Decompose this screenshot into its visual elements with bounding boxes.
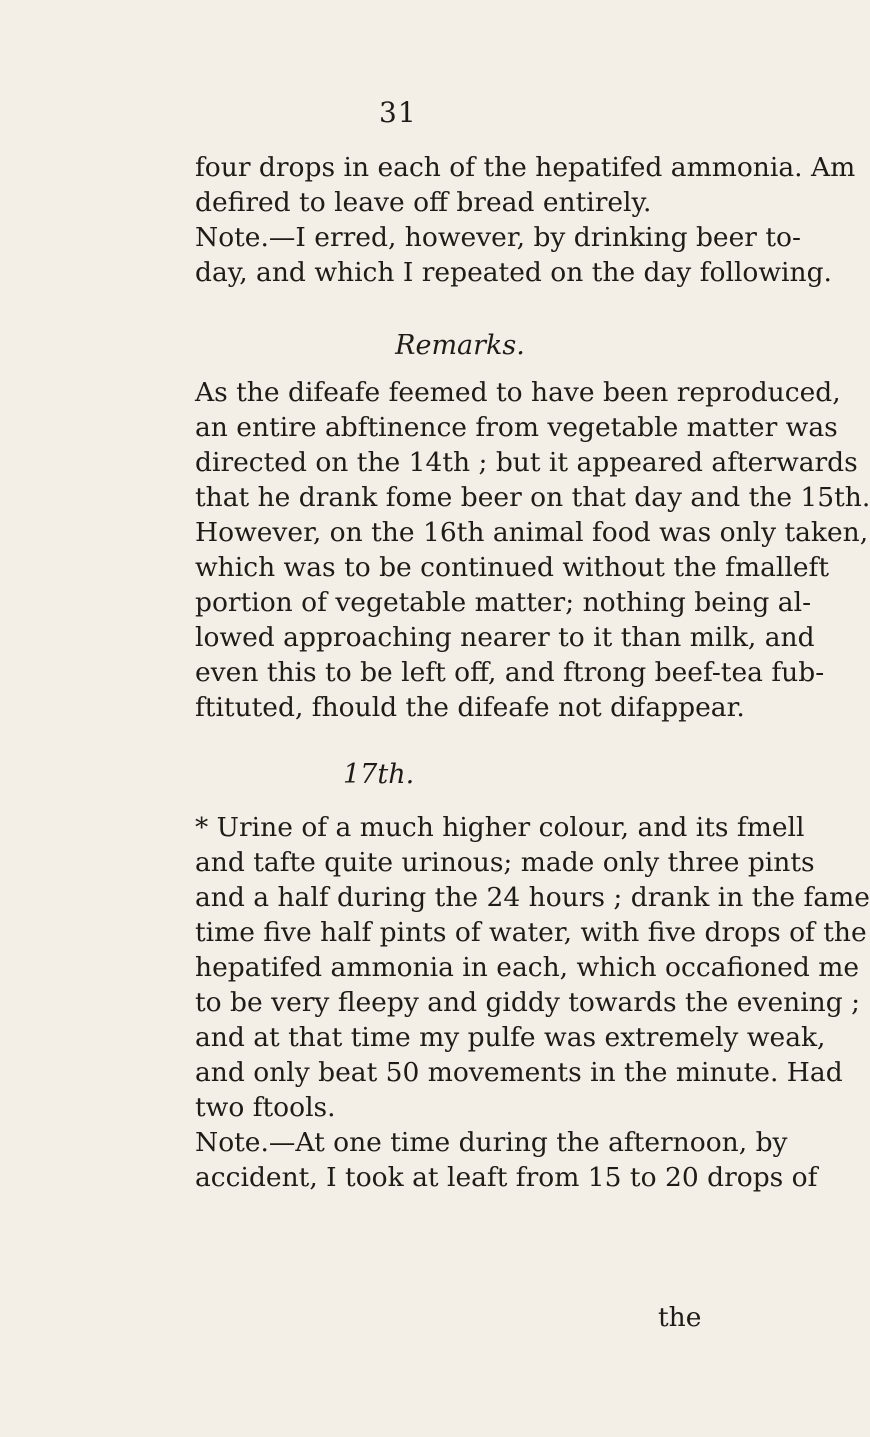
text-line: day, and which I repeated on the day following. xyxy=(195,257,832,288)
text-line: portion of vegetable matter; nothing being al- xyxy=(195,587,812,618)
text-line: hepatifed ammonia in each, which occafioned me xyxy=(195,952,860,983)
page-text xyxy=(195,150,870,1195)
note-line: Note.—At one time during the afternoon, by xyxy=(195,1127,788,1158)
text-line: to be very fleepy and giddy towards the evening ; xyxy=(195,987,861,1018)
text-line: As the difeafe feemed to have been reproduced, xyxy=(195,377,841,408)
catchword: the xyxy=(658,1302,702,1333)
text-line: and only beat 50 movements in the minute. Had xyxy=(195,1057,843,1088)
text-line: * Urine of a much higher colour, and its fmell xyxy=(195,812,805,843)
text-line: ftituted, fhould the difeafe not difappear. xyxy=(195,692,745,723)
remarks-heading: Remarks. xyxy=(395,330,525,361)
text-line: even this to be left off, and ftrong beef-tea fub- xyxy=(195,657,825,688)
date-heading: 17th. xyxy=(343,759,415,790)
text-line: directed on the 14th ; but it appeared afterwards xyxy=(195,447,858,478)
text-line: four drops in each of the hepatifed ammonia. Am xyxy=(195,152,856,183)
page-number: 31 xyxy=(379,96,417,129)
text-line: accident, I took at leaft from 15 to 20 drops of xyxy=(195,1162,818,1193)
text-line: that he drank fome beer on that day and the 15th. xyxy=(195,482,870,513)
text-line: an entire abftinence from vegetable matter was xyxy=(195,412,838,443)
text-line: which was to be continued without the fmalleft xyxy=(195,552,829,583)
text-line: two ftools. xyxy=(195,1092,336,1123)
text-line: and at that time my pulfe was extremely weak, xyxy=(195,1022,826,1053)
text-line: and tafte quite urinous; made only three pints xyxy=(195,847,815,878)
text-line: and a half during the 24 hours ; drank in the fame xyxy=(195,882,870,913)
text-line: defired to leave off bread entirely. xyxy=(195,187,652,218)
note-line: Note.—I erred, however, by drinking beer to- xyxy=(195,222,801,253)
text-line: lowed approaching nearer to it than milk, and xyxy=(195,622,815,653)
text-line: time five half pints of water, with five drops of the xyxy=(195,917,867,948)
text-line: However, on the 16th animal food was only taken, xyxy=(195,517,869,548)
